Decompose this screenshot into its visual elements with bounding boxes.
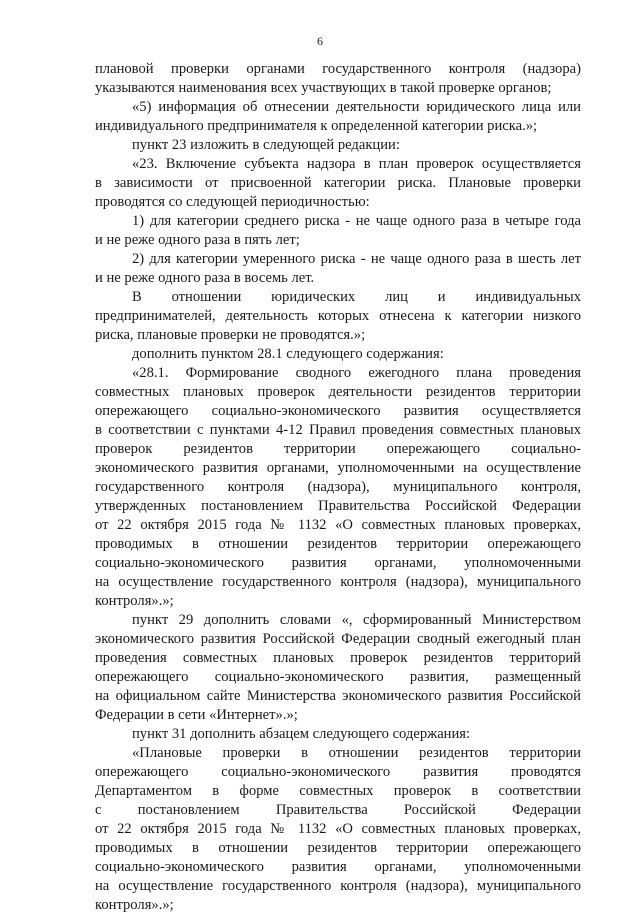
text-line: 1) для категории среднего риска - не чаще одного раза в четыре года xyxy=(132,213,581,229)
text-line: проведения совместных плановых проверок резидентов территорий xyxy=(95,650,581,666)
text-line: указываются наименования всех участвующих в такой проверке органов; xyxy=(95,80,552,96)
text-line: опережающего социально-экономического развития, размещенный xyxy=(95,669,581,685)
text-line: экономического развития Российской Федерации сводный ежегодный план xyxy=(95,631,581,647)
document-body xyxy=(95,60,581,915)
page-number: 6 xyxy=(317,34,323,48)
text-line: 2) для категории умеренного риска - не чаще одного раза в шесть лет xyxy=(132,251,581,267)
text-line: социально-экономического развития органами, уполномоченными xyxy=(95,859,581,875)
text-line: Департаментом в форме совместных проверок в соответствии xyxy=(95,783,581,799)
text-line: предпринимателей, деятельность которых отнесена к категории низкого xyxy=(95,308,581,324)
text-line: и не реже одного раза в восемь лет. xyxy=(95,270,315,286)
text-line: и не реже одного раза в пять лет; xyxy=(95,232,300,248)
text-line: проводимых в отношении резидентов территории опережающего xyxy=(95,536,581,552)
text-line: «Плановые проверки в отношении резидентов территории xyxy=(132,745,581,761)
text-line: «5) информация об отнесении деятельности юридического лица или xyxy=(132,99,581,115)
text-line: проводятся со следующей периодичностью: xyxy=(95,194,370,210)
text-line: «23. Включение субъекта надзора в план проверок осуществляется xyxy=(132,156,581,172)
text-line: утвержденных постановлением Правительства Российской Федерации xyxy=(95,498,581,514)
text-line: с постановлением Правительства Российской Федерации xyxy=(95,802,581,818)
text-line: дополнить пунктом 28.1 следующего содержания: xyxy=(132,346,444,362)
text-line: в соответствии с пунктами 4-12 Правил проведения совместных плановых xyxy=(95,422,581,438)
text-line: совместных плановых проверок деятельности резидентов территории xyxy=(95,384,581,400)
text-line: проводимых в отношении резидентов территории опережающего xyxy=(95,840,581,856)
text-line: «28.1. Формирование сводного ежегодного плана проведения xyxy=(132,365,581,381)
text-line: на официальном сайте Министерства экономического развития Российской xyxy=(95,688,581,704)
text-line: на осуществление государственного контроля (надзора), муниципального xyxy=(95,878,581,894)
text-line: пункт 31 дополнить абзацем следующего содержания: xyxy=(132,726,471,742)
text-line: проверок резидентов территории опережающего социально- xyxy=(95,441,581,457)
text-line: пункт 23 изложить в следующей редакции: xyxy=(132,137,400,153)
text-line: плановой проверки органами государственного контроля (надзора) xyxy=(95,61,581,77)
text-line: государственного контроля (надзора), муниципального контроля, xyxy=(95,479,581,495)
text-line: контроля».»; xyxy=(95,593,174,609)
text-line: индивидуального предпринимателя к определенной категории риска.»; xyxy=(95,118,538,134)
text-line: на осуществление государственного контроля (надзора), муниципального xyxy=(95,574,581,590)
text-line: опережающего социально-экономического развития осуществляется xyxy=(95,403,581,419)
text-line: экономического развития органами, уполномоченными на осуществление xyxy=(95,460,581,476)
text-line: пункт 29 дополнить словами «, сформированный Министерством xyxy=(132,612,581,628)
text-line: В отношении юридических лиц и индивидуальных xyxy=(132,289,581,305)
text-line: Федерации в сети «Интернет».»; xyxy=(95,707,298,723)
text-line: риска, плановые проверки не проводятся.»; xyxy=(95,327,366,343)
text-line: опережающего социально-экономического развития проводятся xyxy=(95,764,581,780)
text-line: от 22 октября 2015 года № 1132 «О совместных плановых проверках, xyxy=(95,517,581,533)
text-line: в зависимости от присвоенной категории риска. Плановые проверки xyxy=(95,175,581,191)
text-line: от 22 октября 2015 года № 1132 «О совместных плановых проверках, xyxy=(95,821,581,837)
text-line: контроля».»; xyxy=(95,897,174,913)
text-line: социально-экономического развития органами, уполномоченными xyxy=(95,555,581,571)
